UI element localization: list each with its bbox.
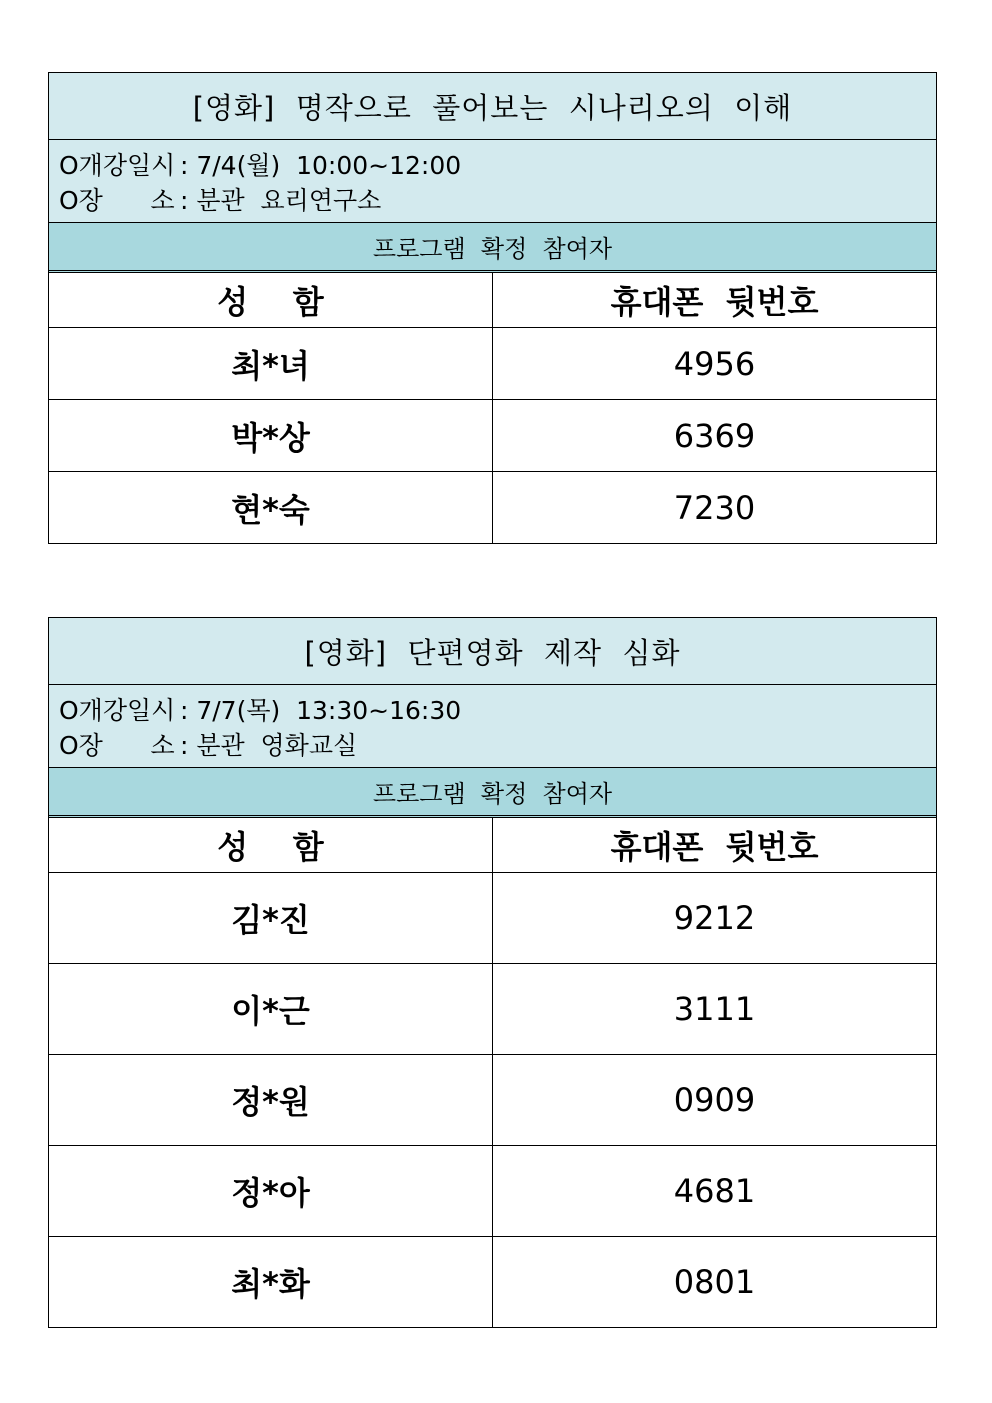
location-separator: :: [172, 186, 197, 215]
location-label: O장 소: [59, 731, 175, 760]
program-title-row: [49, 73, 936, 140]
table-row: [49, 328, 936, 400]
participant-name: 현*숙: [49, 472, 493, 544]
participant-name: 정*아: [49, 1146, 493, 1237]
table-row: [49, 472, 936, 544]
table-row: [49, 873, 936, 964]
program-title: [영화] 단편영화 제작 심화: [304, 635, 681, 670]
column-header-name: 성 함: [49, 818, 493, 873]
program-title: [영화] 명작으로 풀어보는 시나리오의 이해: [192, 90, 793, 125]
table-row: [49, 1146, 936, 1237]
schedule-separator: :: [172, 151, 197, 180]
participants-section-label: 프로그램 확정 참여자: [49, 223, 936, 273]
location-line: [59, 183, 936, 218]
participant-name: 최*화: [49, 1237, 493, 1328]
participants-table: [49, 273, 936, 543]
program-info: [49, 685, 936, 768]
participant-phone: 0801: [493, 1237, 937, 1328]
location-label: O장 소: [59, 186, 175, 215]
participant-phone: 6369: [493, 400, 937, 472]
participant-phone: 9212: [493, 873, 937, 964]
location-line: [59, 728, 936, 763]
program-info: [49, 140, 936, 223]
participant-name: 이*근: [49, 964, 493, 1055]
column-header-phone: 휴대폰 뒷번호: [493, 273, 937, 328]
column-header-phone: 휴대폰 뒷번호: [493, 818, 937, 873]
participant-name: 김*진: [49, 873, 493, 964]
schedule-value: 7/7(목) 13:30~16:30: [196, 696, 462, 725]
table-row: [49, 1237, 936, 1328]
table-row: [49, 964, 936, 1055]
participant-phone: 3111: [493, 964, 937, 1055]
location-separator: :: [172, 731, 197, 760]
location-value: 분관 요리연구소: [196, 186, 382, 215]
participant-phone: 4956: [493, 328, 937, 400]
schedule-line: [59, 148, 936, 183]
table-row: [49, 400, 936, 472]
schedule-line: [59, 693, 936, 728]
program-title-row: [49, 618, 936, 685]
participant-name: 최*녀: [49, 328, 493, 400]
schedule-value: 7/4(월) 10:00~12:00: [196, 151, 462, 180]
schedule-label: O개강일시: [59, 151, 176, 180]
table-header-row: [49, 273, 936, 328]
table-header-row: [49, 818, 936, 873]
participant-phone: 0909: [493, 1055, 937, 1146]
column-header-name: 성 함: [49, 273, 493, 328]
participant-phone: 4681: [493, 1146, 937, 1237]
schedule-label: O개강일시: [59, 696, 176, 725]
participant-name: 정*원: [49, 1055, 493, 1146]
schedule-separator: :: [172, 696, 197, 725]
location-value: 분관 영화교실: [196, 731, 358, 760]
participant-name: 박*상: [49, 400, 493, 472]
table-row: [49, 1055, 936, 1146]
program-block-2: [48, 617, 937, 1328]
participants-table: [49, 818, 936, 1327]
participant-phone: 7230: [493, 472, 937, 544]
participants-section-label: 프로그램 확정 참여자: [49, 768, 936, 818]
program-block-1: [48, 72, 937, 544]
